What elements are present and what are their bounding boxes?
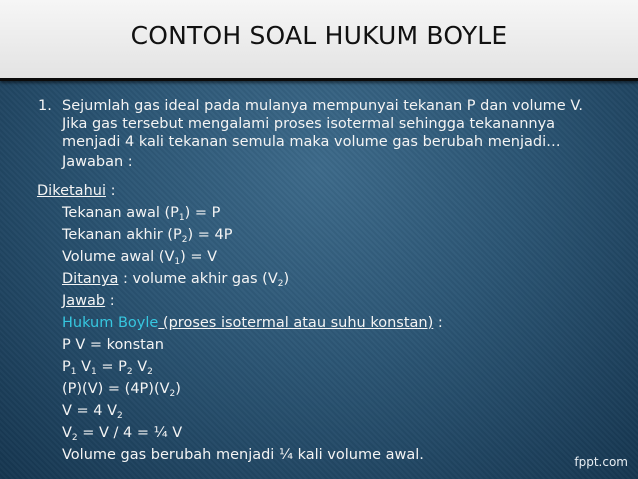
law-note: (proses isotermal atau suhu konstan) (158, 315, 434, 331)
ditanya-label: Ditanya (62, 271, 119, 287)
jawab-heading: Jawab : (62, 293, 115, 309)
given-initial-pressure: Tekanan awal $(P_1) = P$ (62, 205, 221, 223)
jawab-label: Jawab (62, 293, 106, 309)
step-4: V = 4 $V_2$ (62, 403, 123, 421)
fppt-watermark: fppt.com (574, 455, 628, 469)
hukum-boyle-label: Hukum Boyle (62, 315, 159, 331)
ditanya-line: Ditanya : volume akhir gas $(V_2)$ (62, 271, 290, 289)
answer-label: Jawaban : (62, 154, 133, 170)
slide-title: CONTOH SOAL HUKUM BOYLE (130, 21, 508, 50)
question-line-2: Jika gas tersebut mengalami proses isotermal sehingga tekanannya (62, 116, 556, 132)
diketahui-label: Diketahui (37, 183, 106, 199)
diketahui-heading (37, 182, 115, 200)
diketahui-colon: : (105, 183, 116, 199)
given-initial-volume: Volume awal $(V_1) = V$ (62, 249, 218, 267)
given-final-pressure: Tekanan akhir $(P_2) = 4P$ (62, 227, 233, 245)
question-number: 1. (38, 98, 52, 114)
step-1: P V = konstan (62, 337, 164, 353)
conclusion: Volume gas berubah menjadi ¼ kali volume awal. (62, 447, 424, 463)
step-2: $P_1$ $V_1 = P_2$ $V_2$ (62, 359, 153, 377)
title-bar (0, 0, 638, 81)
question-line-3: menjadi 4 kali tekanan semula maka volume gas berubah menjadi… (62, 134, 561, 150)
step-3: $(P)(V) = (4P)(V_2)$ (62, 381, 181, 399)
law-line: Hukum Boyle (proses isotermal atau suhu konstan) : (62, 315, 443, 331)
step-5: $V_2 = V / 4$ = ¼ V (62, 425, 183, 443)
question-line-1: Sejumlah gas ideal pada mulanya mempunyai tekanan P dan volume V. (62, 98, 583, 114)
